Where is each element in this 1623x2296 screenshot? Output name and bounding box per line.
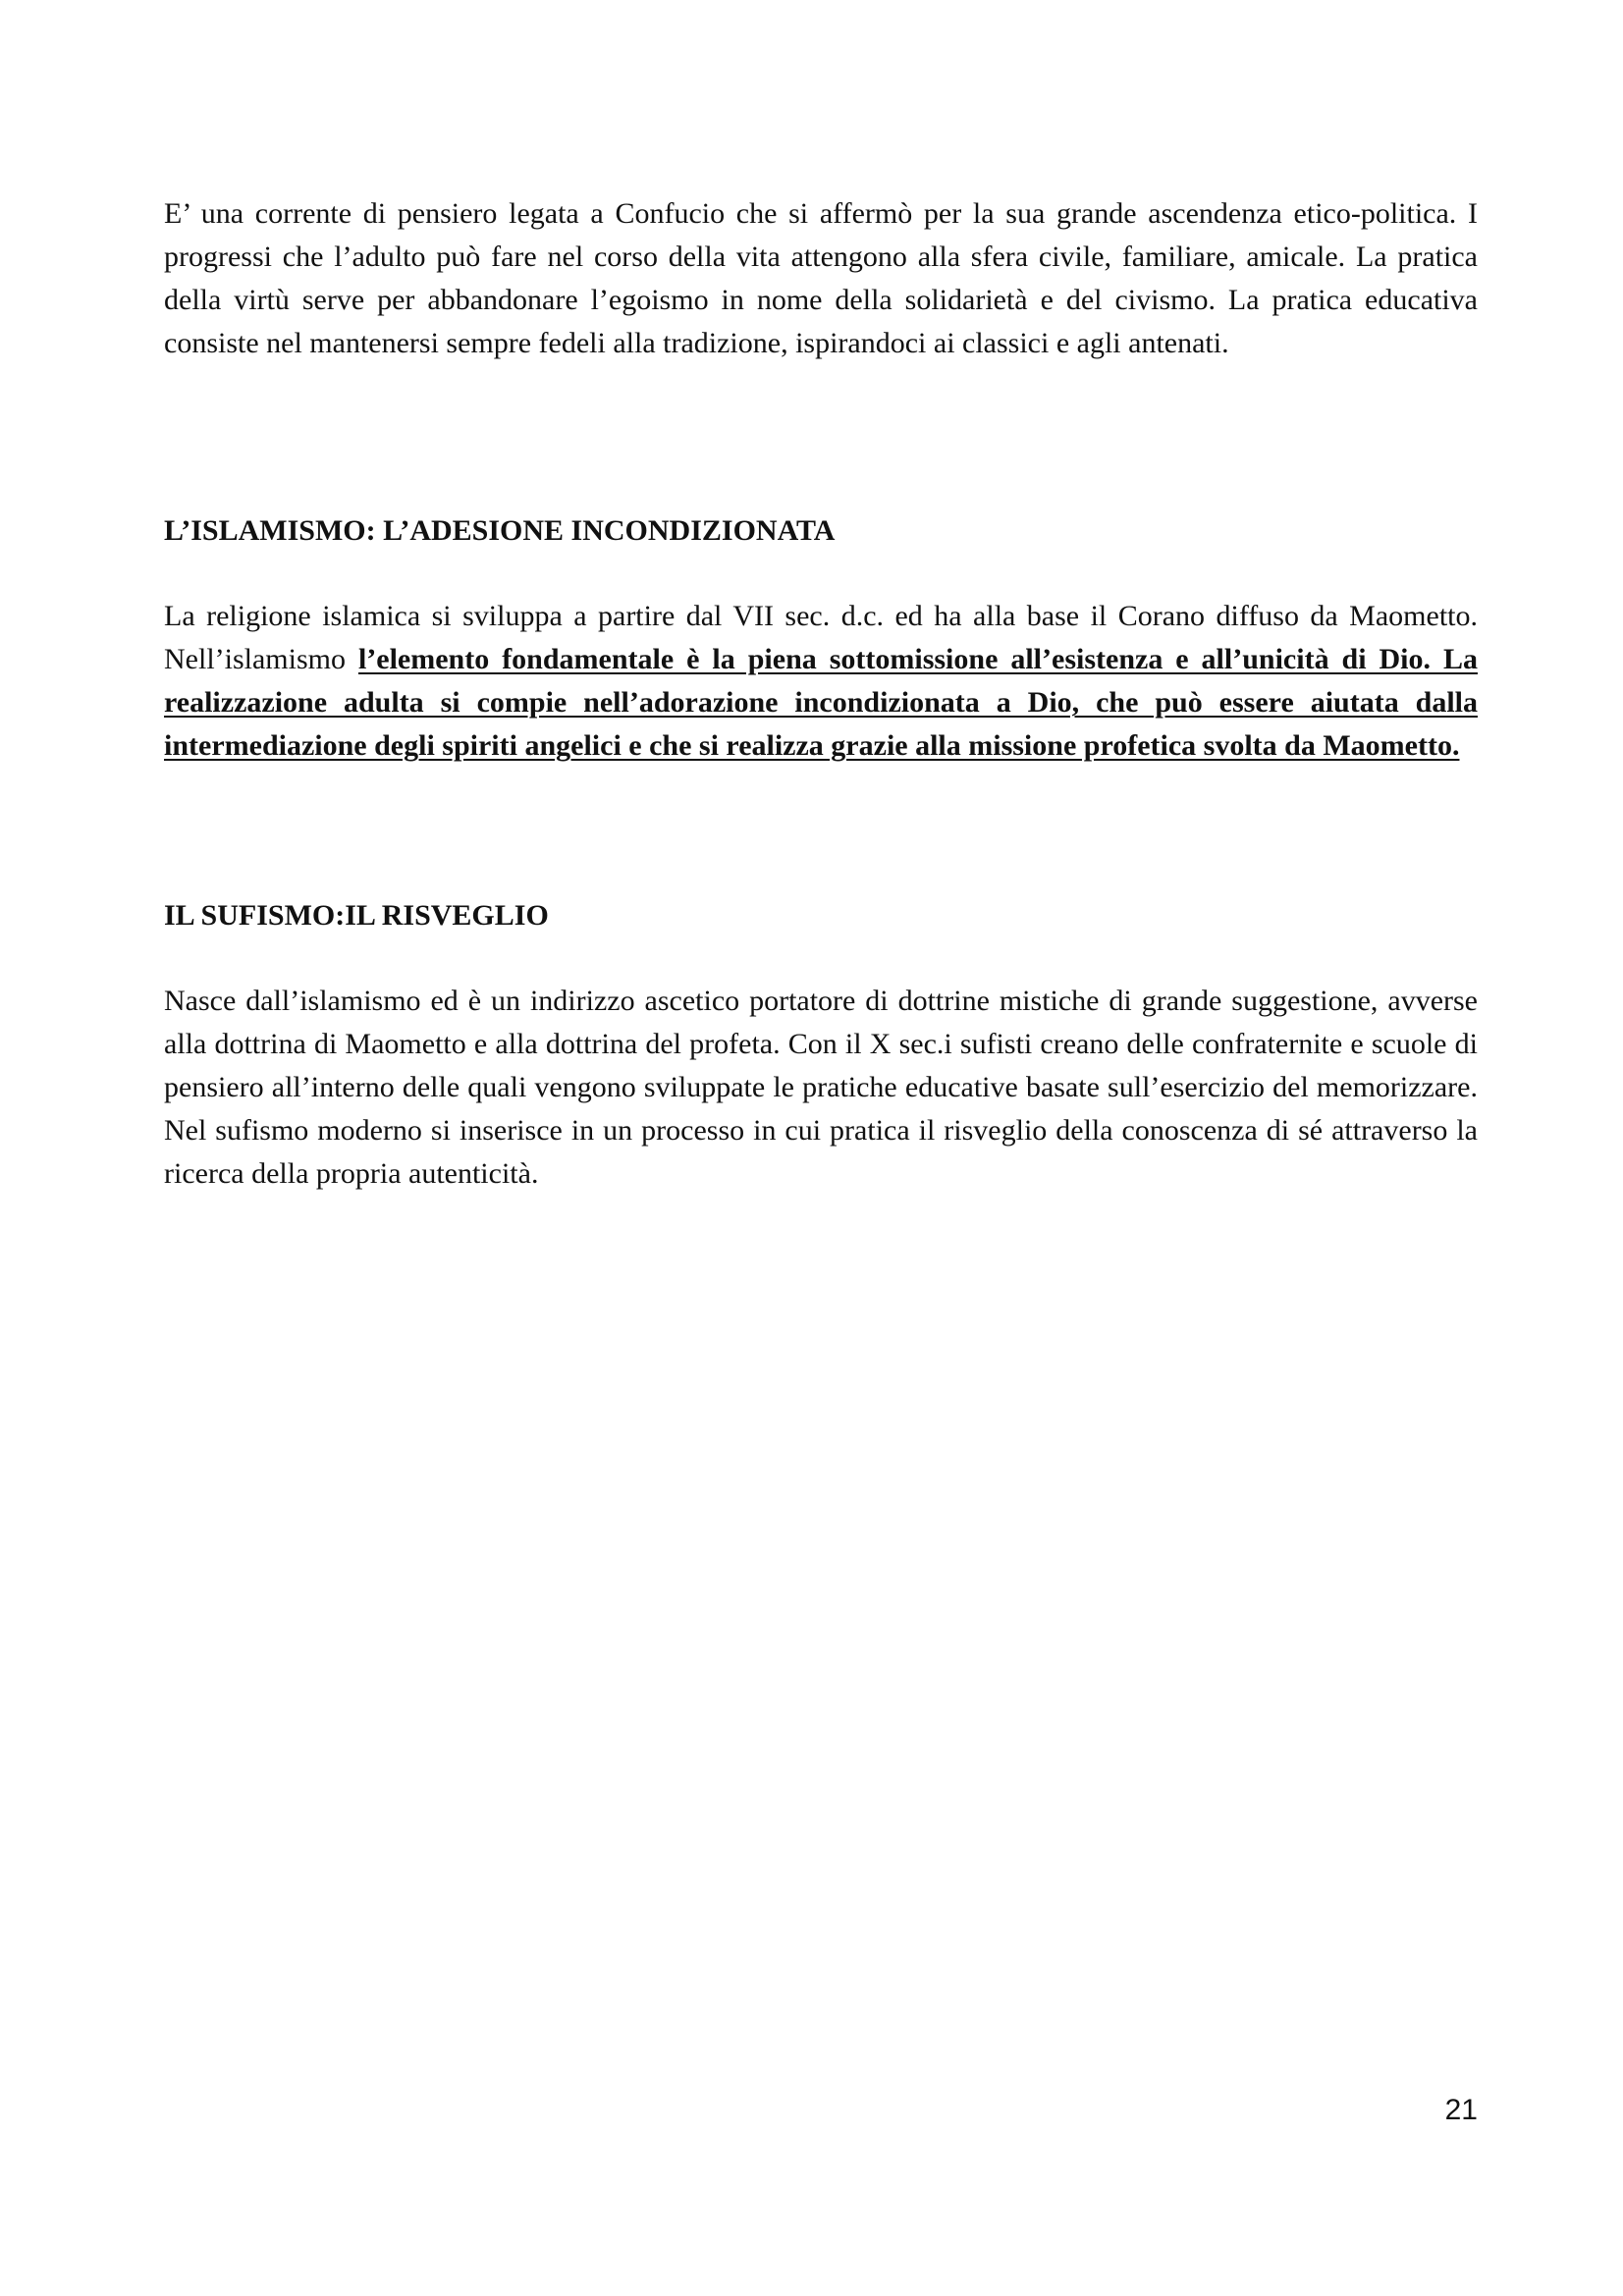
sufism-heading: IL SUFISMO:IL RISVEGLIO xyxy=(164,899,549,932)
intro-section xyxy=(164,192,1478,365)
islam-heading: L’ISLAMISMO: L’ADESIONE INCONDIZIONATA xyxy=(164,514,836,547)
islam-section xyxy=(164,509,1478,768)
sufism-paragraph: Nasce dall’islamismo ed è un indirizzo ascetico portatore di dottrine mistiche di grande suggestione, avverse alla dottrina di Maometto e alla dottrina del profeta. Con il X sec.i sufisti creano delle confraternite e scuole di pensiero all’interno delle quali vengono sviluppate le pratiche educative basate sull’esercizio del memorizzare. Nel sufismo moderno si inserisce in un processo in cui pratica il risveglio della conoscenza di sé attraverso la ricerca della propria autenticità. xyxy=(164,985,1478,1190)
islam-paragraph-plain: La religione islamica si sviluppa a partire dal VII sec. d.c. ed ha alla base il Corano diffuso da Maometto. Nell’islamismo xyxy=(164,600,1478,675)
islam-paragraph xyxy=(164,595,1478,768)
page-number: 21 xyxy=(1444,2094,1478,2126)
islam-paragraph-emphasis: l’elemento fondamentale è la piena sottomissione all’esistenza e all’unicità di Dio. La realizzazione adulta si compie nell’adorazione incondizionata a Dio, che può essere aiutata dalla intermediazione degli spiriti angelici e che si realizza grazie alla missione profetica svolta da Maometto. xyxy=(164,643,1478,762)
sufism-section xyxy=(164,894,1478,1196)
intro-paragraph: E’ una corrente di pensiero legata a Confucio che si affermò per la sua grande ascendenza etico-politica. I progressi che l’adulto può fare nel corso della vita attengono alla sfera civile, familiare, amicale. La pratica della virtù serve per abbandonare l’egoismo in nome della solidarietà e del civismo. La pratica educativa consiste nel mantenersi sempre fedeli alla tradizione, ispirandoci ai classici e agli antenati. xyxy=(164,197,1478,359)
